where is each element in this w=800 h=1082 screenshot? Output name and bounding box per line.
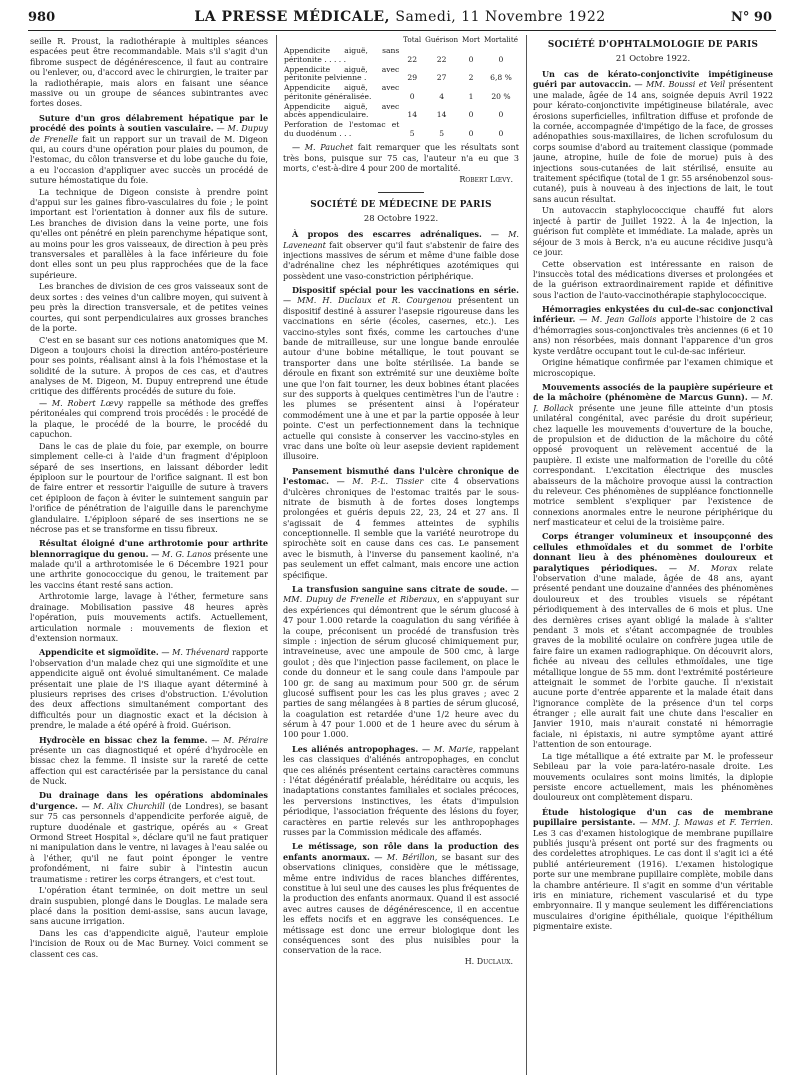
author: — M. Thévenard bbox=[161, 647, 230, 658]
table-cell: 4 bbox=[439, 91, 445, 101]
table-header: Guérison bbox=[425, 36, 459, 44]
session-date: 28 Octobre 1922. bbox=[363, 213, 439, 224]
journal-title: LA PRESSE MÉDICALE, bbox=[194, 9, 390, 25]
table-cell-label: Perforation de l'estomac et du duodénum . . . bbox=[284, 120, 400, 139]
table-cell: 27 bbox=[436, 73, 447, 83]
article-text: présente une malade qu'il a arthrotomisée le 6 Décembre 1921 pour une arthrite gonococcique du genou, le traitement par les vaccins étant resté sans action. bbox=[30, 548, 268, 590]
table-cell: 5 bbox=[439, 129, 445, 139]
article-text: (de Londres), se basant sur 75 cas personnels d'appendicite perforée aiguë, de rupture duodénale et gastrique, opérés au « Great Ormond Street Hospital », déclare qu'il ne faut pratiquer ni manipulation dans le ventre, ni lavages à l'eau salée ou à l'éther, qu'il ne faut point éponger le ventre profondément, ni faire subir à l'intestin aucun traumatisme : retirer les corps étrangers, et c'est tout. bbox=[30, 800, 268, 884]
table-cell: 1 bbox=[468, 91, 474, 101]
article-bismuth bbox=[283, 466, 519, 580]
author: — MM. Boussi et Veil bbox=[634, 79, 726, 90]
article-title: Suture d'un gros délabrement hépatique par le procédé des points à soutien vasculaire. bbox=[30, 112, 268, 134]
column-1 bbox=[30, 36, 268, 1080]
page-header bbox=[0, 0, 800, 34]
header-rule bbox=[28, 30, 776, 31]
article-title: Du drainage dans les opérations abdominales d'urgence. bbox=[30, 790, 268, 811]
paragraph: La tige métallique a été extraite par M. le professeur Sebileau par la voie para-latéro-nasale droite. Les mouvements oculaires sont moins limités, la diplopie persiste encore actuellement, mais les phénomènes douloureux ont complètement disparu. bbox=[533, 750, 773, 803]
author: — M. P.-L. Tissier bbox=[336, 476, 424, 487]
article-text: se basant sur des observations cliniques, considère que le métissage, même entre individus de races blanches différentes, constitue à lui seul une des causes les plus fréquentes de la production des enfants anormaux. Quand il est associé avec autres causes de dégénérescence, il en accentue les effets nocifs et en aggrave les conséquences. Le métissage est donc une erreur biologique dont les conséquences sont des plus nuisibles pour la conservation de la race. bbox=[283, 851, 519, 956]
article-title: Appendicite et sigmoïdite. bbox=[39, 647, 159, 658]
society-heading: SOCIÉTÉ D'OPHTALMOLOGIE DE PARIS bbox=[547, 40, 759, 50]
author: — M. Laveneant bbox=[283, 229, 519, 250]
author: — M. Robert Lœvy bbox=[39, 398, 123, 409]
article-text: présente une jeune fille atteinte d'un ptosis unilatéral congénital, avec parésie du droit supérieur, chez laquelle les mouvements d'ouverture de la bouche, de propulsion et de diduction de la mâchoire du côté opposé provoquent un relèvement accentué de la paupière. Il existe une malformation de l'oreille du côté correspondant. L'excitation électrique des muscles abaisseurs de la mâchoire provoque aussi la contraction du releveur. Ces phénomènes de suppléance fonctionnelle motrice semblent s'expliquer par l'existence de connexions anormales entre le neurone périphérique du nerf masticateur et celui de la troisième paire. bbox=[533, 402, 773, 528]
table-header-row bbox=[283, 36, 519, 46]
author: — M. Morax bbox=[668, 562, 738, 573]
article-text: apporte l'histoire de 2 cas d'hémorragies sous-conjonctivales très anciennes (6 et 10 ans) non résorbées, mais donnant l'apparence d'un gros kyste verdâtre occupant tout le cul-de-sac inférieur. bbox=[533, 314, 773, 356]
article-text: rappelle sa méthode des greffes péritonéales qui comprend trois procédés : le procédé de la plaque, le procédé de la bourre, le procédé du capuchon. bbox=[30, 398, 268, 440]
table-cell-label: Appendicite aiguë, avec péritonite généralisée. bbox=[284, 83, 400, 101]
table-row bbox=[283, 84, 519, 103]
table-cell: 0 bbox=[468, 129, 474, 139]
table-row bbox=[283, 121, 519, 140]
article-title: La transfusion sanguine sans citrate de soude. bbox=[292, 584, 508, 595]
article-adrenalin bbox=[283, 229, 519, 281]
author: — M. Péraire bbox=[211, 734, 268, 745]
issue-date: Samedi, 11 Novembre 1922 bbox=[395, 9, 606, 25]
article-text: en s'appuyant sur des expériences qui démontrent que le sérum glucosé à 47 pour 1.000 retarde la coagulation du sang vérifiée à la coupe, préconisent un procédé de transfusion très simple : injection de sérum glucosé chimiquement pur, intraveineuse, avec une ampoule de 500 cmc, à large goulot ; dès que l'injection passe facilement, on place le conde du donneur et le sang coule dans l'ampoule par 100 gr. de sang au maximum pour 500 gr. de sérum glucosé suffisent pour les cas les plus graves ; avec 2 parties de sang mélangées à 8 parties de sérum glucosé, la coagulation est retardée d'une 1/2 heure avec du sérum à 47 pour 1.000 et de 1 heure avec du sérum à 100 pour 1.000. bbox=[283, 594, 519, 740]
article-text: rappelant les cas classiques d'aliénés antropophages, en conclut que ces aliénés présentent certains caractères communs : l'état dégénératif préalable, héréditaire ou acquis, les inadaptations constantes familiales et sociales précoces, les perversions instinctives, les états d'impulsion périodique, l'association fréquente des lésions du foyer, caractères en partie relevés sur les anthropophages russes par la Commission médicale des affamés. bbox=[283, 743, 519, 837]
issue-number: N° 90 bbox=[731, 10, 772, 25]
article-text: Les 3 cas d'examen histologique de membrane pupillaire publiés jusqu'à présent ont porté sur des fragments ou des cordelettes atrophiques. Le cas dont il s'agit ici a été publié antérieurement (1916). L'examen histologique porte sur une membrane pupillaire complète, mobile dans la chambre antérieure. Il s'agit en somme d'un véritable iris en miniature, richement vascularisé et du type embryonnaire. Il y manque seulement les différenciations musculaires d'origine épithéliale, quoique l'épithélium pigmentaire existe. bbox=[533, 827, 773, 932]
page-number: 980 bbox=[28, 10, 56, 25]
session-date: 21 Octobre 1922. bbox=[615, 53, 691, 64]
article-text: présentent un dispositif destiné à assurer l'asepsie rigoureuse dans les vaccinations en série (écoles, casernes, etc.). Les vaccino-styles sont fixés, comme les cartouches d'une bande de mitrailleuse, sur une longue bande enroulée autour d'une bobine métallique, le tout pouvant se transporter dans une boîte stérilisée. La bande se déroule en fixant son extrémité sur une deuxième boîte une que l'on fait tourner, les deux bobines étant placées sur des supports à quelques centimètres l'un de l'autre : les plumes se présentent ainsi à l'opérateur commodément une à une et par la partie opposée à leur pointe. C'est un perfectionnement dans la technique actuelle qui consiste à conserver les vaccino-styles en vrac dans une boîte où leur asepsie devient rapidement illusoire. bbox=[283, 295, 519, 462]
paragraph: seille R. Proust, la radiothérapie à multiples séances espacées peut être recommandable. Mais s'il s'agit d'un fibrome suspect de dégénérescence, il faut au contraire ou l'enlever, ou, d'accord avec le chirurgien, le traiter par la radiothérapie, mais alors en faisant une séance massive ou un groupe de séances subintrantes avec fortes doses. bbox=[30, 36, 268, 109]
table-header: Total bbox=[403, 36, 422, 44]
article-title: Dispositif spécial pour les vaccinations en série. bbox=[292, 285, 519, 296]
table-cell-label: Appendicite aiguë, avec abcès appendiculaire. bbox=[284, 101, 400, 120]
article-drainage bbox=[30, 790, 268, 884]
column-2 bbox=[283, 36, 519, 1080]
article-foreign-body bbox=[533, 531, 773, 749]
article-arthrotomy bbox=[30, 538, 268, 590]
paragraph-pauchet bbox=[283, 142, 519, 173]
paragraph: Origine hématique confirmée par l'examen chimique et microscopique. bbox=[533, 357, 773, 378]
article-liver-suture: Suture d'un gros délabrement hépatique par le procédé des points à soutien vasculaire. — M. Dupuy de Frenelle fait un rapport sur un travail de M. Digeon qui, au cours d'une opération pour plaies du poumon, de l'estomac, du côlon transverse et du lobe gauche du foie, a eu l'occasion d'appliquer avec succès un procédé de suture hémostatique du foie. bbox=[30, 112, 268, 186]
article-text: présentent une malade, âgée de 14 ans, soignée depuis Avril 1922 pour kérato-conjonctivite impétigineuse bilatérale, avec érosions superficielles, infiltration diffuse et profonde de la cornée, accompagnée d'impétigo de la face, de grosses adénopathies sous-maxillaires, de lichen scrofulosum du corps soumise d'abord au traitement classique (pommade jaune, atropine, huile de foie de morue) puis à des injections sous-cutanées de lait stérilisé, ensuite au traitement spécifique (total de 1 gr. 55 arsénobenzol sous-cutané), puis à nouveau à des injections de lait, le tout sans aucun résultat. bbox=[533, 79, 773, 204]
article-pupillary-membrane bbox=[533, 807, 773, 932]
author: — M. Alix Churchill bbox=[81, 800, 165, 811]
table-header-blank bbox=[283, 36, 400, 46]
paragraph: Dans le cas de plaie du foie, par exemple, on bourre simplement celle-ci à l'aide d'un fragment d'épiploon séparé de ses insertions, en laissant déborder ledit épiploon sur le pourtour de l'orifice saignant. Il est bon de faire entrer et ressortir l'aiguille de suture à travers cet épiploon de façon à éviter le suintement sanguin par l'orifice de pénétration de l'aiguille dans le parenchyme glandulaire. L'épiploon séparé de ses insertions ne se nécrose pas et se transforme en tissu fibreux. bbox=[30, 440, 268, 534]
author: — MM. H. Duclaux et R. Courgenou bbox=[283, 295, 452, 306]
table-cell: 0 bbox=[409, 91, 415, 101]
table-row bbox=[283, 46, 519, 65]
author: — M. Pauchet bbox=[292, 142, 354, 153]
table-row bbox=[283, 65, 519, 84]
table-cell: 2 bbox=[468, 73, 474, 83]
article-title: Mouvements associés de la paupière supérieure et de la mâchoire (phénomène de Marcus Gunn). bbox=[533, 381, 773, 403]
article-text: relate l'observation d'une malade, âgée de 48 ans, ayant présenté pendant une douzaine d'années des phénomènes douloureux et des troubles visuels se répétant périodiquement à des intervalles de 6 mois et plus. Une des dernières crises ayant obligé la malade à s'aliter pendant 3 mois et s'étant accompagnée de troubles graves de la mobilité oculaire on confrère jugea utile de faire faire un examen radiographique. On découvrit alors, fichée au niveau des cellules ethmoïdales, une tige métallique longue de 55 mm. dont l'extrémité postérieure atteignait le sommet de l'orbite gauche. Il n'existait aucune porte d'entrée apparente et la malade était dans l'ignorance complète de la présence d'un tel corps étranger ; elle aurait fait une chute dans l'escalier en Janvier 1910, mais n'aurait constaté ni hémorragie faciale, ni épistaxis, ni autre symptôme ayant attiré l'attention de son entourage. bbox=[533, 562, 773, 750]
article-text: fait un rapport sur un travail de M. Digeon qui, au cours d'une opération pour plaies du poumon, de l'estomac, du côlon transverse et du lobe gauche du foie, a eu l'occasion d'appliquer avec succès un procédé de suture hémostatique du foie. bbox=[30, 133, 268, 186]
article-title: Résultat éloigné d'une arthrotomie pour arthrite blennorragique du genou. bbox=[30, 538, 268, 559]
table-cell: 22 bbox=[407, 54, 418, 64]
article-keratoconjunctivitis bbox=[533, 69, 773, 204]
author: — M. Jean Gallois bbox=[579, 314, 657, 325]
table-cell: 0 bbox=[468, 110, 474, 120]
article-text: cite 4 observations d'ulcères chroniques de l'estomac traités par le sous-nitrate de bismuth à de fortes doses longtemps prolongées et guéris depuis 22, 23, 24 et 27 ans. Il s'agissait de 4 femmes atteintes de syphilis conceptionnelle. Il semble que la variété neurotrope du spirochète soit en cause dans ces cas. Le pansement avec le bismuth, à l'inverse du pansement kaoliné, n'a pas seulement un effet calmant, mais encore une action spécifique. bbox=[283, 476, 519, 580]
article-appendicitis-sigmoiditis bbox=[30, 647, 268, 730]
author: — MM. Dupuy de Frenelle et Riberaux, bbox=[283, 584, 519, 605]
table-row bbox=[283, 102, 519, 121]
paragraph: Arthrotomie large, lavage à l'éther, fermeture sans drainage. Mobilisation passive 48 heures après l'opération, puis mouvements actifs. Actuellement, articulation normale : mouvements de flexion et d'extension normaux. bbox=[30, 591, 268, 643]
section-divider bbox=[378, 192, 424, 193]
column-divider-2 bbox=[526, 35, 527, 1075]
table-header: Mort bbox=[462, 36, 481, 44]
table-cell: 0 bbox=[468, 54, 474, 64]
article-text: fait observer qu'il faut s'abstenir de faire des injections massives de sérum et même d'une faible dose d'adrénaline chez les néphrétiques azotémiques qui possèdent une vaso-constriction périphérique. bbox=[283, 239, 519, 281]
article-hemorrhages bbox=[533, 304, 773, 356]
article-title: Un cas de kérato-conjonctivite impétigineuse guéri par autovaccin. bbox=[533, 69, 773, 90]
table-cell: 14 bbox=[436, 110, 447, 120]
article-anthropophages bbox=[283, 744, 519, 838]
column-divider-1 bbox=[276, 35, 277, 1075]
paragraph: L'opération étant terminée, on doit mettre un seul drain suspubien, plongé dans le Douglas. Le malade sera placé dans la position demi-assise, sans aucun lavage, sans aucune irrigation. bbox=[30, 885, 268, 927]
table-header: Mortalité bbox=[483, 36, 518, 44]
article-text: fait remarquer que les résultats sont très bons, puisque sur 75 cas, l'auteur n'a eu que 3 morts, c'est-à-dire 4 pour 200 de mortalité. bbox=[283, 142, 519, 174]
journal-masthead bbox=[0, 9, 800, 25]
table-cell: 29 bbox=[407, 73, 418, 83]
table-cell: 6,8 % bbox=[490, 73, 512, 83]
article-title: Étude histologique d'un cas de membrane pupillaire persistante. bbox=[533, 806, 773, 828]
article-marcus-gunn bbox=[533, 382, 773, 527]
table-cell: 0 bbox=[498, 129, 504, 139]
author: M. Dupuy de Frenelle bbox=[30, 123, 268, 144]
mortality-table bbox=[283, 36, 519, 139]
article-vaccination bbox=[283, 285, 519, 462]
table-cell: 14 bbox=[407, 110, 418, 120]
paragraph: Cette observation est intéressante en raison de l'insuccès total des médications diverses et prolongées et de la guérison extraordinairement rapide et définitive sous l'action de l'auto-vaccinothérapie staphylococcique. bbox=[533, 258, 773, 300]
article-title: Le métissage, son rôle dans la production des enfants anormaux. bbox=[283, 841, 519, 862]
article-title: Corps étranger volumineux et insoupçonné des cellules ethmoïdales et du sommet de l'orbite donnant lieu à des phénomènes douloureux et paralytiques périodiques. bbox=[533, 531, 773, 573]
signature: H. Duclaux. bbox=[464, 956, 513, 966]
article-title: Hydrocèle en bissac chez la femme. bbox=[39, 734, 208, 745]
article-title: À propos des escarres adrénaliques. bbox=[292, 229, 482, 240]
table-cell: 5 bbox=[409, 129, 415, 139]
author: — M. Marie, bbox=[421, 743, 476, 754]
article-text: rapporte l'observation d'un malade chez qui une sigmoïdite et une appendicite aiguë ont évolué simultanément. Ce malade présentait une plaie de l'S iliaque ayant déterminé à plusieurs reprises des crises d'obstruction. L'évolution des deux affections simultanément comportant des difficultés pour un diagnostic exact et la décision à prendre, le malade a été opéré à froid. Guérison. bbox=[30, 647, 268, 731]
society-heading: SOCIÉTÉ DE MÉDECINE DE PARIS bbox=[310, 200, 492, 211]
article-text: présente un cas diagnostiqué et opéré d'hydrocèle en bissac chez la femme. Il insiste sur la rareté de cette affection qui est caractérisée par la persistance du canal de Nuck. bbox=[30, 744, 268, 787]
table-cell: 20 % bbox=[491, 91, 511, 101]
column-3 bbox=[533, 36, 773, 1080]
article-metissage bbox=[283, 841, 519, 955]
table-cell-label: Appendicite aiguë, sans péritonite . . . . . bbox=[284, 45, 400, 64]
signature: Robert Lœvy. bbox=[459, 174, 513, 184]
paragraph: C'est en se basant sur ces notions anatomiques que M. Digeon a toujours choisi la direction antéro-postérieure pour ses points, réalisant ainsi à la fois l'hémostase et la solidité de la suture. À propos de ces cas, et d'autres analyses de M. Digeon, M. Dupuy entreprend une étude critique des différents procédés de suture du foie. bbox=[30, 334, 268, 397]
table-cell: 0 bbox=[498, 110, 504, 120]
author: — MM. J. Mawas et F. Terrien. bbox=[639, 817, 773, 828]
paragraph-loevy bbox=[30, 398, 268, 440]
author: — M. G. Lanos bbox=[151, 548, 212, 559]
table-cell-label: Appendicite aiguë, avec péritonite pelvienne . bbox=[284, 64, 400, 83]
author: — M. Bérillon, bbox=[374, 851, 438, 862]
article-title: Hémorragies enkystées du cul-de-sac conjonctival inférieur. bbox=[533, 304, 773, 325]
table-cell: 22 bbox=[436, 54, 447, 64]
article-transfusion bbox=[283, 584, 519, 740]
article-hydrocele bbox=[30, 735, 268, 787]
article-title: Pansement bismuthé dans l'ulcère chronique de l'estomac. bbox=[283, 465, 519, 487]
paragraph: La technique de Digeon consiste à prendre point d'appui sur les gaines fibro-vasculaires du foie ; le point important est l'orientation à donner aux fils de suture. Les branches de division dans la veine porte, une fois qu'elles ont pénétré en plein parenchyme hépatique sont, au moins pour les gros vaisseaux, de direction à peu près transversales et parallèles à la face inférieure du foie dont elles sont un peu plus rapprochées que de la face supérieure. bbox=[30, 186, 268, 280]
paragraph: Les branches de division de ces gros vaisseaux sont de deux sortes : des veines d'un calibre moyen, qui suivent à peu près la direction transversale, et de petites veines courtes, qui sont perpendiculaires aux grosses branches de la porte. bbox=[30, 281, 268, 333]
paragraph: Un autovaccin staphylococcique chauffé fut alors injecté à partir de Juillet 1922. À la 4e injection, la guérison fut complète et immédiate. La malade, après un séjour de 3 mois à Berck, n'a eu aucune récidive jusqu'à ce jour. bbox=[533, 205, 773, 257]
paragraph: Dans les cas d'appendicite aiguë, l'auteur emploie l'incision de Roux ou de Mac Burney. Voici comment se classent ces cas. bbox=[30, 927, 268, 959]
table-cell: 0 bbox=[498, 54, 504, 64]
author: — M. J. Bollack bbox=[533, 392, 773, 413]
article-title: Les aliénés antropophages. bbox=[292, 743, 419, 754]
